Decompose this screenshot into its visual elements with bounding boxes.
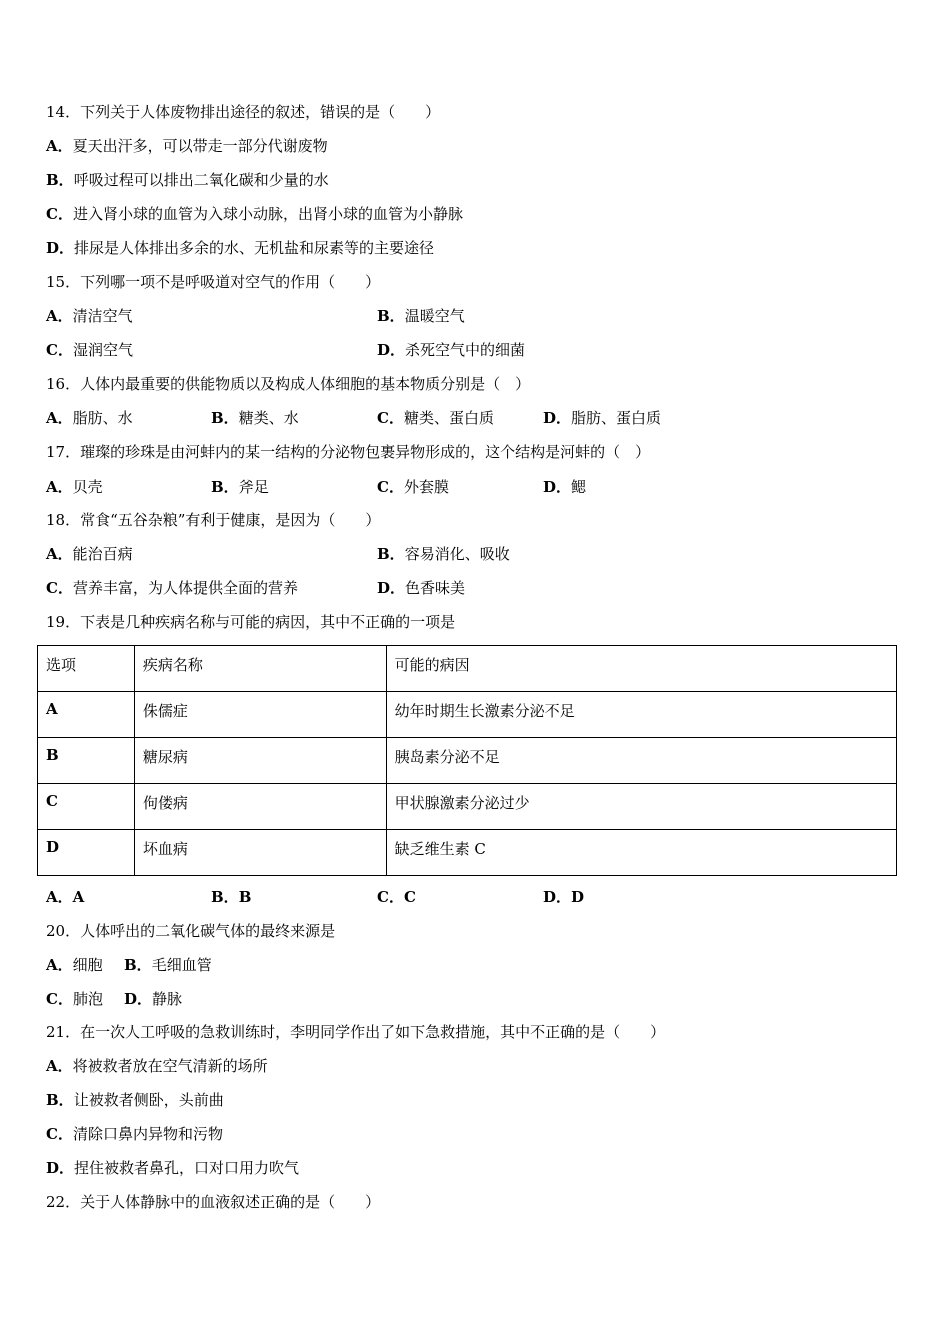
- q18-option-c: C．营养丰富，为人体提供全面的营养: [46, 579, 298, 597]
- q21-option-d: D．捏住被救者鼻孔，口对口用力吹气: [46, 1159, 300, 1177]
- q18-option-a: A．能治百病: [46, 545, 133, 563]
- question-19-stem: 19．下表是几种疾病名称与可能的病因，其中不正确的一项是: [46, 613, 456, 631]
- q18-option-d: D．色香味美: [377, 579, 466, 597]
- q19-option-b: B．B: [211, 888, 252, 906]
- table-header-cell: 选项: [38, 646, 135, 692]
- q17-option-d: D．鳃: [543, 478, 587, 496]
- table-row: [38, 738, 897, 784]
- q21-option-c: C．清除口鼻内异物和污物: [46, 1125, 223, 1143]
- q14-option-a: A．夏天出汗多，可以带走一部分代谢废物: [46, 137, 328, 155]
- q15-option-c: C．湿润空气: [46, 341, 133, 359]
- table-cell: 侏儒症: [134, 692, 386, 738]
- q16-option-a: A．脂肪、水: [46, 409, 133, 427]
- question-16-stem: 16．人体内最重要的供能物质以及构成人体细胞的基本物质分别是（ ）: [46, 375, 531, 393]
- q17-option-b: B．斧足: [211, 478, 269, 496]
- table-row: [38, 784, 897, 830]
- q20-option-b: B．毛细血管: [124, 956, 212, 974]
- q16-option-c: C．糖类、蛋白质: [377, 409, 494, 427]
- q15-option-a: A．清洁空气: [46, 307, 133, 325]
- q17-option-c: C．外套膜: [377, 478, 449, 496]
- disease-table: [37, 645, 897, 876]
- table-cell: 胰岛素分泌不足: [386, 738, 896, 784]
- table-cell: 甲状腺激素分泌过少: [386, 784, 896, 830]
- q16-option-d: D．脂肪、蛋白质: [543, 409, 662, 427]
- table-row: [38, 692, 897, 738]
- table-header-row: [38, 646, 897, 692]
- table-cell: 缺乏维生素 C: [386, 830, 896, 876]
- q14-option-d: D．排尿是人体排出多余的水、无机盐和尿素等的主要途径: [46, 239, 435, 257]
- question-22-stem: 22．关于人体静脉中的血液叙述正确的是（ ）: [46, 1193, 381, 1211]
- q21-option-a: A．将被救者放在空气清新的场所: [46, 1057, 268, 1075]
- q15-option-d: D．杀死空气中的细菌: [377, 341, 526, 359]
- q20-option-c: C．肺泡: [46, 990, 103, 1008]
- table-row: [38, 830, 897, 876]
- q15-option-b: B．温暖空气: [377, 307, 465, 325]
- table-cell: C: [38, 784, 135, 830]
- table-cell: 幼年时期生长激素分泌不足: [386, 692, 896, 738]
- q20-option-a: A．细胞: [46, 956, 103, 974]
- q18-option-b: B．容易消化、吸收: [377, 545, 510, 563]
- q20-option-d: D．静脉: [124, 990, 183, 1008]
- q14-option-c: C．进入肾小球的血管为入球小动脉，出肾小球的血管为小静脉: [46, 205, 463, 223]
- table-cell: 佝偻病: [134, 784, 386, 830]
- question-17-stem: 17．璀璨的珍珠是由河蚌内的某一结构的分泌物包裹异物形成的，这个结构是河蚌的（ ）: [46, 443, 651, 461]
- table-header-cell: 疾病名称: [134, 646, 386, 692]
- q19-option-d: D．D: [543, 888, 585, 906]
- question-21-stem: 21．在一次人工呼吸的急救训练时，李明同学作出了如下急救措施，其中不正确的是（ ）: [46, 1023, 666, 1041]
- table-cell: D: [38, 830, 135, 876]
- question-14-stem: 14．下列关于人体废物排出途径的叙述，错误的是（ ）: [46, 103, 441, 121]
- table-cell: 坏血病: [134, 830, 386, 876]
- q16-option-b: B．糖类、水: [211, 409, 299, 427]
- q17-option-a: A．贝壳: [46, 478, 103, 496]
- question-18-stem: 18．常食“五谷杂粮”有利于健康，是因为（ ）: [46, 511, 381, 529]
- q21-option-b: B．让被救者侧卧，头前曲: [46, 1091, 224, 1109]
- question-20-stem: 20．人体呼出的二氧化碳气体的最终来源是: [46, 922, 336, 940]
- table-cell: 糖尿病: [134, 738, 386, 784]
- q19-option-a: A．A: [46, 888, 85, 906]
- table-header-cell: 可能的病因: [386, 646, 896, 692]
- table-cell: B: [38, 738, 135, 784]
- q19-option-c: C．C: [377, 888, 416, 906]
- question-15-stem: 15．下列哪一项不是呼吸道对空气的作用（ ）: [46, 273, 381, 291]
- q14-option-b: B．呼吸过程可以排出二氧化碳和少量的水: [46, 171, 329, 189]
- table-cell: A: [38, 692, 135, 738]
